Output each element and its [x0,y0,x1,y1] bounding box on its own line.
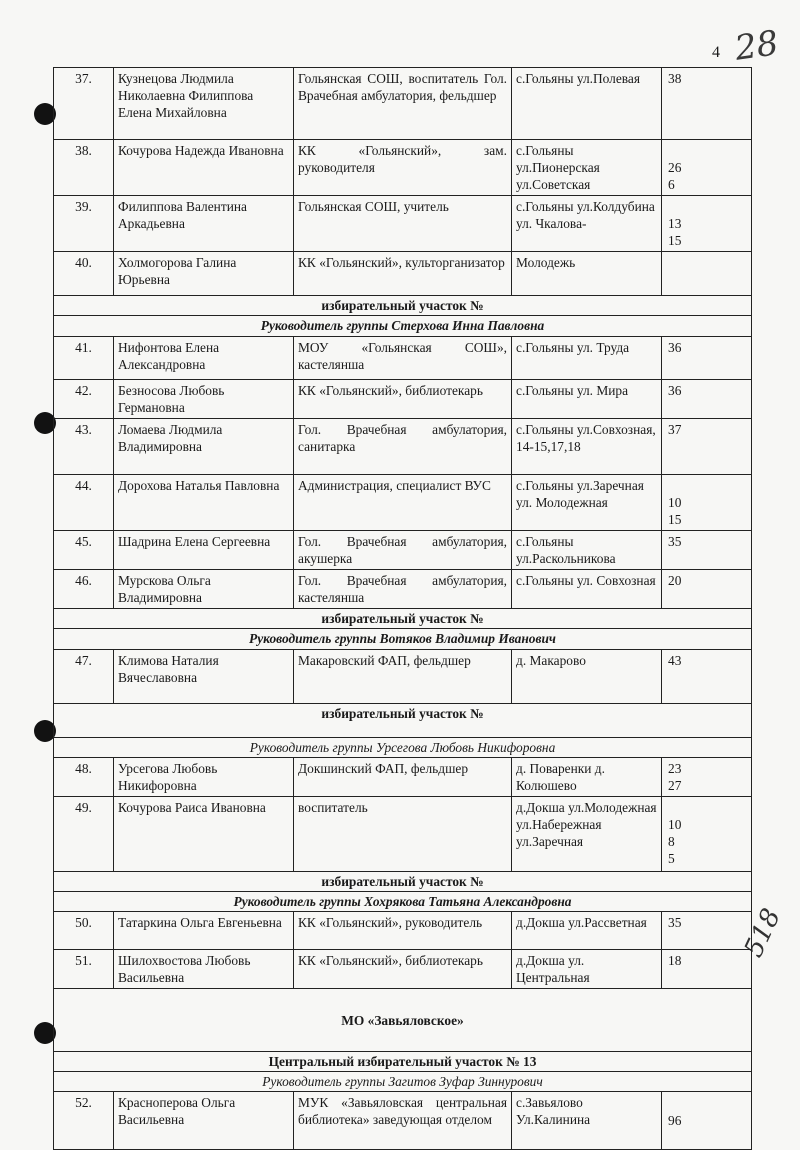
house-numbers: 18 [662,950,752,989]
page-number: 4 [712,44,720,61]
house-numbers: 20 [662,570,752,609]
row-number: 37. [54,68,114,140]
member-name: Шилохвостова Любовь Васильевна [114,950,294,989]
table-row [54,650,752,704]
house-numbers: 23 27 [662,758,752,797]
row-number: 46. [54,570,114,609]
member-organization: Гол. Врачебная амбулатория, кастелянша [294,570,512,609]
member-address: Молодежь [512,252,662,296]
table-row [54,380,752,419]
member-organization: КК «Гольянский», культорганизатор [294,252,512,296]
member-organization: КК «Гольянский», зам. руководителя [294,140,512,196]
table-row [54,531,752,570]
member-name: Мурскова Ольга Владимировна [114,570,294,609]
row-number: 51. [54,950,114,989]
member-name: Ломаева Людмила Владимировна [114,419,294,475]
member-organization: МОУ «Гольянская СОШ», кастелянша [294,337,512,380]
member-organization: Администрация, специалист ВУС [294,475,512,531]
member-name: Безносова Любовь Германовна [114,380,294,419]
member-address: д. Поваренки д. Колюшево [512,758,662,797]
leader-row [54,738,752,758]
table-row [54,570,752,609]
house-numbers: 36 [662,337,752,380]
member-organization: Гольянская СОШ, воспитатель Гол. Врачебная амбулатория, фельдшер [294,68,512,140]
section-row [54,1052,752,1072]
member-address: д. Макарово [512,650,662,704]
group-leader: Руководитель группы Загитов Зуфар Зиннурович [54,1072,752,1092]
table-row [54,950,752,989]
member-name: Кочурова Раиса Ивановна [114,797,294,872]
group-leader: Руководитель группы Урсегова Любовь Никифоровна [54,738,752,758]
member-organization: Макаровский ФАП, фельдшер [294,650,512,704]
house-numbers: 13 15 [662,196,752,252]
member-name: Кочурова Надежда Ивановна [114,140,294,196]
table-row [54,68,752,140]
group-leader: Руководитель группы Хохрякова Татьяна Александровна [54,892,752,912]
precinct-heading: избирательный участок № [54,609,752,629]
section-row [54,296,752,316]
member-address: с.Гольяны ул. Совхозная [512,570,662,609]
table-row [54,196,752,252]
member-name: Шадрина Елена Сергеевна [114,531,294,570]
member-name: Дорохова Наталья Павловна [114,475,294,531]
house-numbers: 38 [662,68,752,140]
house-numbers [662,252,752,296]
member-organization: МУК «Завьяловская центральная библиотека» заведующая отделом [294,1092,512,1150]
row-number: 43. [54,419,114,475]
house-numbers: 37 [662,419,752,475]
member-organization: Гольянская СОШ, учитель [294,196,512,252]
section-row [54,872,752,892]
group-leader: Руководитель группы Вотяков Владимир Иванович [54,629,752,650]
table-row [54,140,752,196]
member-address: с.Завьялово Ул.Калинина [512,1092,662,1150]
precinct-heading: Центральный избирательный участок № 13 [54,1052,752,1072]
handwritten-page-number: 28 [732,23,781,69]
house-numbers: 10 15 [662,475,752,531]
member-name: Красноперова Ольга Васильевна [114,1092,294,1150]
table-row [54,758,752,797]
row-number: 52. [54,1092,114,1150]
member-name: Холмогорова Галина Юрьевна [114,252,294,296]
leader-row [54,629,752,650]
member-address: д.Докша ул.Молодежная ул.Набережная ул.Заречная [512,797,662,872]
member-address: с.Гольяны ул.Совхозная, 14-15,17,18 [512,419,662,475]
member-name: Урсегова Любовь Никифоровна [114,758,294,797]
member-address: с.Гольяны ул.Полевая [512,68,662,140]
house-numbers: 36 [662,380,752,419]
row-number: 42. [54,380,114,419]
row-number: 47. [54,650,114,704]
precinct-heading: избирательный участок № [54,872,752,892]
member-address: с.Гольяны ул.Раскольникова [512,531,662,570]
member-address: с.Гольяны ул.Колдубина ул. Чкалова- [512,196,662,252]
member-address: с.Гольяны ул. Мира [512,380,662,419]
member-organization: воспитатель [294,797,512,872]
house-numbers: 43 [662,650,752,704]
row-number: 48. [54,758,114,797]
member-organization: Докшинский ФАП, фельдшер [294,758,512,797]
member-organization: Гол. Врачебная амбулатория, акушерка [294,531,512,570]
mo-row [54,989,752,1052]
member-organization: КК «Гольянский», библиотекарь [294,380,512,419]
house-numbers: 26 6 [662,140,752,196]
member-organization: Гол. Врачебная амбулатория, санитарка [294,419,512,475]
row-number: 38. [54,140,114,196]
leader-row [54,892,752,912]
table-row [54,337,752,380]
member-address: с.Гольяны ул.Пионерская ул.Советская [512,140,662,196]
member-name: Филиппова Валентина Аркадьевна [114,196,294,252]
row-number: 39. [54,196,114,252]
leader-row [54,316,752,337]
member-name: Климова Наталия Вячеславовна [114,650,294,704]
members-table [53,67,752,1150]
table-row [54,1092,752,1150]
row-number: 41. [54,337,114,380]
house-numbers: 35 [662,531,752,570]
member-organization: КК «Гольянский», библиотекарь [294,950,512,989]
house-numbers: 10 8 5 [662,797,752,872]
row-number: 44. [54,475,114,531]
section-row [54,704,752,738]
member-address: д.Докша ул. Центральная [512,950,662,989]
section-row [54,609,752,629]
precinct-heading: избирательный участок № [54,296,752,316]
handwritten-side-stamp: 518 [738,904,787,962]
table-row [54,419,752,475]
member-address: с.Гольяны ул.Заречная ул. Молодежная [512,475,662,531]
row-number: 49. [54,797,114,872]
row-number: 45. [54,531,114,570]
table-row [54,912,752,950]
member-address: д.Докша ул.Рассветная [512,912,662,950]
house-numbers: 96 [662,1092,752,1150]
house-numbers: 35 [662,912,752,950]
row-number: 40. [54,252,114,296]
precinct-heading: избирательный участок № [54,704,752,738]
member-address: с.Гольяны ул. Труда [512,337,662,380]
table-row [54,797,752,872]
leader-row [54,1072,752,1092]
group-leader: Руководитель группы Стерхова Инна Павловна [54,316,752,337]
row-number: 50. [54,912,114,950]
member-name: Нифонтова Елена Александровна [114,337,294,380]
table-row [54,475,752,531]
member-organization: КК «Гольянский», руководитель [294,912,512,950]
member-name: Татаркина Ольга Евгеньевна [114,912,294,950]
table-row [54,252,752,296]
member-name: Кузнецова Людмила Николаевна Филиппова Елена Михайловна [114,68,294,140]
municipality-heading: МО «Завьяловское» [54,989,752,1052]
